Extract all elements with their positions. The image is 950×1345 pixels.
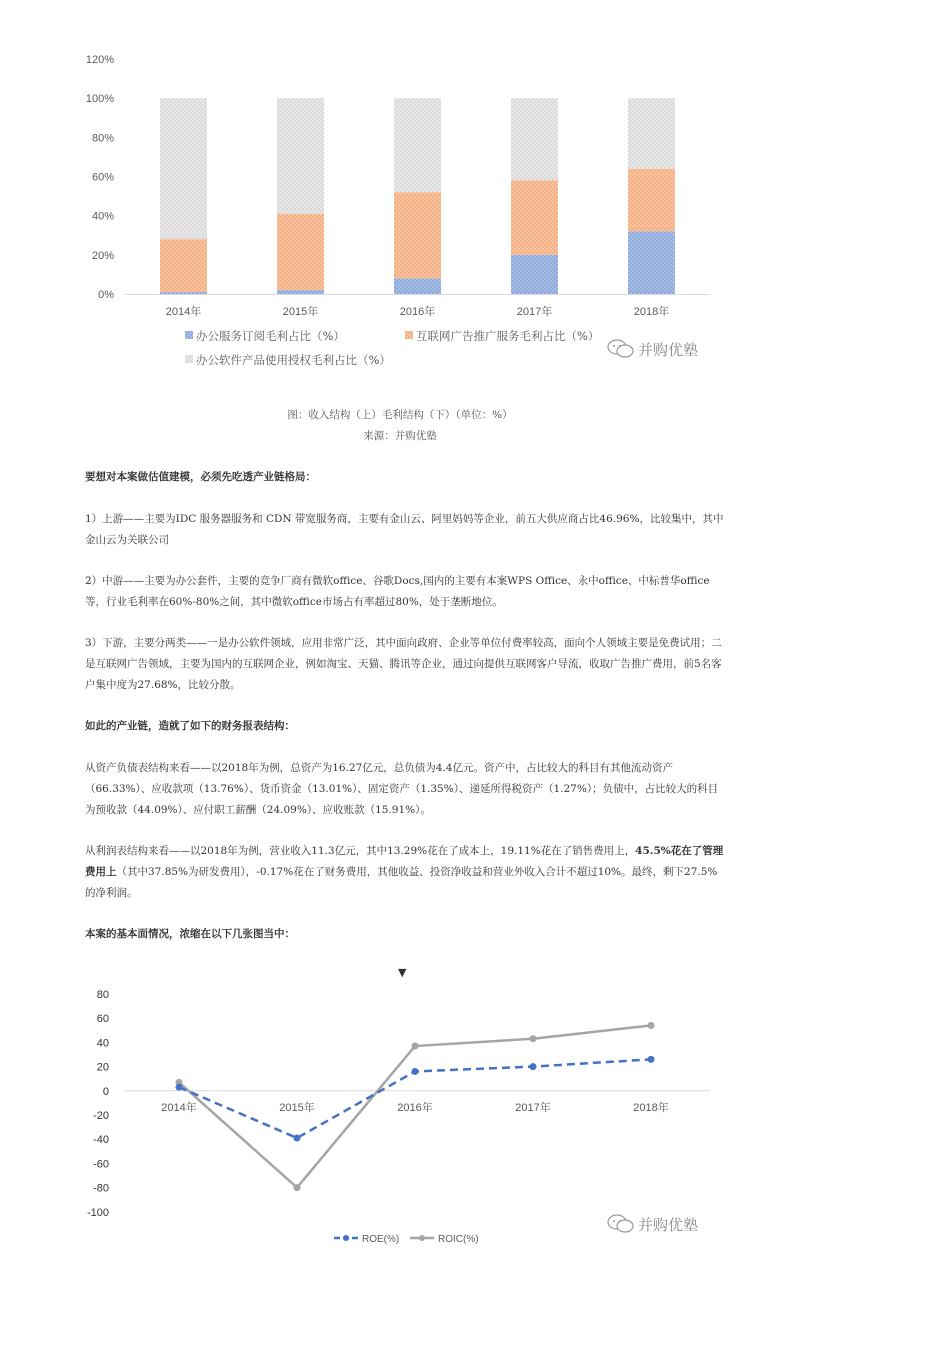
y-tick-label: 20% — [91, 249, 114, 262]
watermark-2 — [606, 1213, 698, 1235]
watermark-text: 并购优塾 — [638, 340, 699, 359]
y-tick-label: -80 — [93, 1182, 109, 1195]
income-text-c: （其中37.85%为研发费用），-0.17%花在了财务费用，其他收益、投资净收益和营业外收入合计不超过10%。最终，剩下27.5%的净利润。 — [85, 866, 718, 899]
triangle-marker: ▼ — [398, 966, 407, 979]
paragraph-upstream: 1）上游——主要为IDC 服务器服务和 CDN 带宽服务商，主要有金山云、阿里妈妈等企业，前五大供应商占比46.96%，比较集中，其中金山云为关联公司 — [85, 513, 724, 546]
legend-label: 办公软件产品使用授权毛利占比（%） — [196, 353, 391, 367]
bar-software-license — [628, 98, 675, 168]
legend-swatch — [185, 331, 193, 339]
bar-office-subscription — [160, 292, 207, 294]
income-text-bold: 45.5%花在了管理费用上 — [85, 845, 724, 878]
bar-software-license — [511, 98, 558, 180]
paragraph-balance-sheet: 从资产负债表结构来看——以2018年为例，总资产为16.27亿元，总负债为4.4亿元。资产中，占比较大的科目有其他流动资产（66.33%）、应收款项（13.76%）、货币资金（13.01%）、固定资产（1.35%）、递延所得税资产（1.27%）；负债中，占比较大的科目为预收款（44.09%）、应付职工薪酬（24.09%）、应收账款（15.91%）。 — [85, 762, 719, 816]
bar-office-subscription — [511, 255, 558, 294]
x-tick-label: 2017年 — [516, 306, 553, 318]
bar-software-license — [160, 98, 207, 239]
figure-caption: 图：收入结构（上）毛利结构（下）（单位：%） — [287, 409, 513, 421]
x-tick-label: 2018年 — [633, 1101, 669, 1114]
y-tick-label: 60% — [91, 171, 114, 184]
roe-point — [176, 1084, 183, 1091]
legend-swatch — [185, 355, 193, 363]
bar-software-license — [394, 98, 441, 192]
income-text-a: 从利润表结构来看——以2018年为例，营业收入11.3亿元，其中13.29%花在了成本上，19.11%花在了销售费用上， — [85, 845, 636, 857]
paragraph-income-statement — [85, 841, 725, 904]
y-tick-label: -60 — [93, 1158, 109, 1171]
legend-label: 互联网广告推广服务毛利占比（%） — [416, 329, 600, 343]
x-tick-label: 2014年 — [161, 1101, 197, 1114]
y-tick-label: 0 — [102, 1085, 109, 1098]
x-tick-label: 2015年 — [282, 306, 319, 318]
x-tick-label: 2018年 — [633, 306, 670, 318]
x-tick-label: 2016年 — [399, 306, 436, 318]
figure-source: 来源：并购优塾 — [363, 430, 437, 442]
roe-point — [530, 1063, 537, 1070]
bar-internet-ads — [628, 169, 675, 232]
roic-point — [412, 1043, 419, 1050]
legend-label: ROE(%) — [362, 1234, 400, 1245]
watermark — [606, 338, 698, 360]
y-tick-label: 60 — [96, 1013, 109, 1026]
gross-profit-structure-chart — [0, 0, 950, 395]
paragraph-downstream: 3）下游，主要分两类——一是办公软件领域，应用非常广泛，其中面向政府、企业等单位付费率较高，面向个人领域主要是免费试用；二是互联网广告领域，主要为国内的互联网企业，例如淘宝、天猫、腾讯等企业，通过向提供互联网客户导流，收取广告推广费用，前5名客户集中度为27.68%，比较分散。 — [85, 637, 722, 691]
y-tick-label: 20 — [96, 1061, 109, 1074]
paragraph-financial-intro: 如此的产业链，造就了如下的财务报表结构： — [85, 720, 295, 732]
legend-marker — [343, 1235, 349, 1241]
legend-marker — [419, 1235, 425, 1241]
bar-internet-ads — [160, 239, 207, 292]
y-tick-label: 120% — [85, 54, 114, 66]
paragraph-charts-intro: 本案的基本面情况，浓缩在以下几张图当中： — [85, 928, 295, 940]
roe-roic-line-chart — [0, 980, 950, 1250]
wechat-icon — [606, 1213, 636, 1235]
bar-internet-ads — [394, 192, 441, 278]
roic-point — [530, 1035, 537, 1042]
y-tick-label: -40 — [93, 1134, 109, 1147]
y-tick-label: 80 — [96, 989, 109, 1001]
y-tick-label: -100 — [86, 1206, 109, 1219]
y-tick-label: 40 — [96, 1037, 109, 1050]
roic-point — [294, 1184, 301, 1191]
roic-point — [648, 1022, 655, 1029]
bar-office-subscription — [394, 278, 441, 294]
bar-software-license — [277, 98, 324, 214]
bar-internet-ads — [277, 214, 324, 290]
roe-point — [294, 1134, 301, 1141]
paragraph-intro: 要想对本案做估值建模，必须先吃透产业链格局： — [85, 471, 316, 483]
legend-label: 办公服务订阅毛利占比（%） — [196, 329, 345, 343]
x-tick-label: 2015年 — [279, 1101, 315, 1114]
y-tick-label: 80% — [91, 132, 114, 145]
y-tick-label: 40% — [91, 210, 114, 223]
wechat-icon — [606, 338, 636, 360]
legend-label: ROIC(%) — [438, 1234, 479, 1245]
bar-internet-ads — [511, 180, 558, 254]
bar-office-subscription — [628, 231, 675, 294]
paragraph-midstream: 2）中游——主要为办公套件，主要的竞争厂商有微软office、谷歌Docs,国内的主要有本案WPS Office、永中office、中标普华office等，行业毛利率在60%-80%之间，其中微软office市场占有率超过80%，处于垄断地位。 — [85, 575, 710, 608]
y-tick-label: 0% — [98, 289, 114, 301]
x-tick-label: 2016年 — [397, 1101, 433, 1114]
roe-point — [648, 1056, 655, 1063]
y-tick-label: -20 — [93, 1110, 109, 1122]
x-tick-label: 2017年 — [515, 1101, 551, 1114]
y-tick-label: 100% — [85, 93, 114, 106]
watermark-text-2: 并购优塾 — [638, 1215, 699, 1234]
roe-point — [412, 1068, 419, 1075]
bar-office-subscription — [277, 290, 324, 294]
x-tick-label: 2014年 — [165, 306, 202, 318]
legend-swatch — [405, 331, 413, 339]
